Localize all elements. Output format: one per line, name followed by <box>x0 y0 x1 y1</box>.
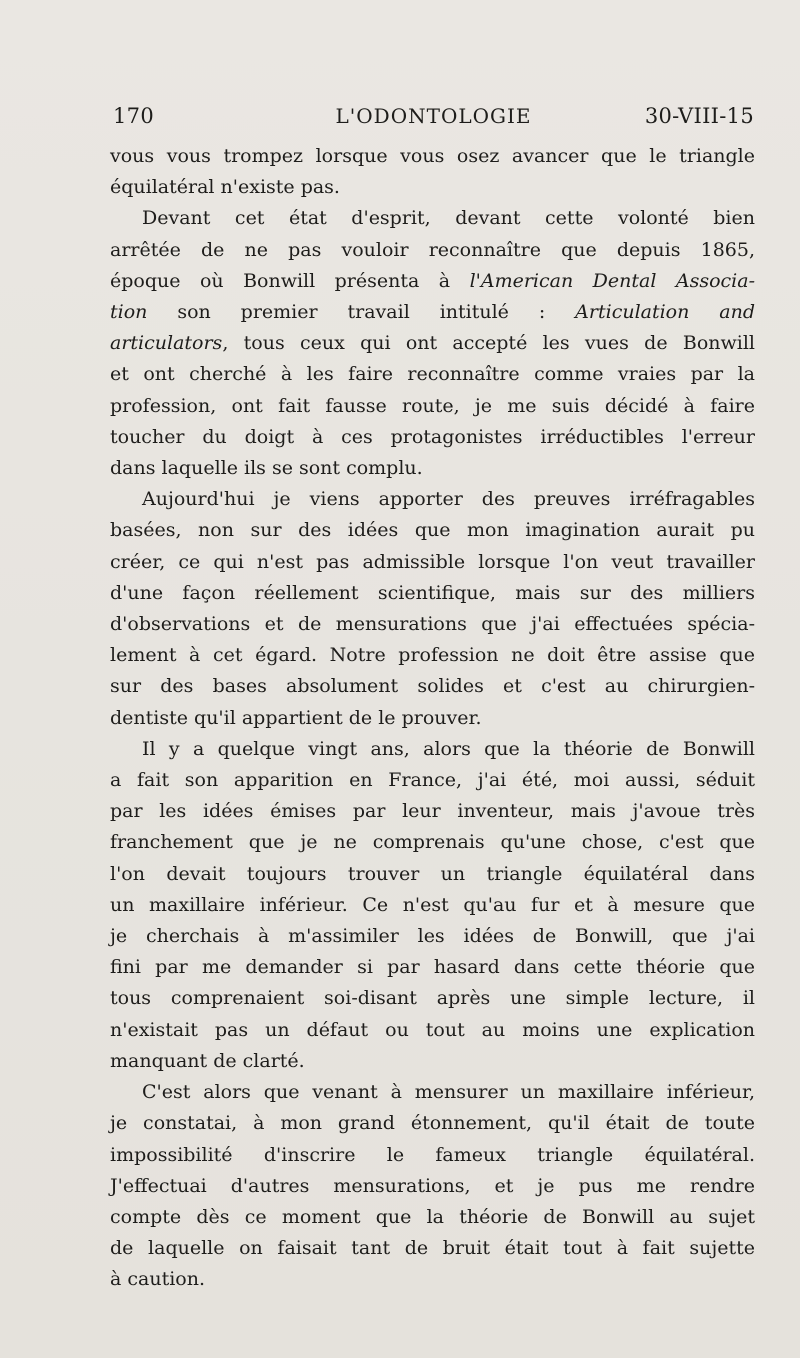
line: , tous ceux qui ont accepté les vues de Bonwill <box>222 332 755 355</box>
journal-name-cont: tion <box>110 301 148 324</box>
running-header <box>113 104 754 134</box>
paragraph-2-line <box>110 422 755 453</box>
issue-date: 30-VIII-15 <box>644 104 754 128</box>
line: toucher du doigt à ces protagonistes irréductibles l'erreur <box>110 425 755 448</box>
line: basées, non sur des idées que mon imagination aurait pu <box>110 519 755 542</box>
paragraph-5-line <box>110 1140 755 1171</box>
paragraph-5-line <box>110 1202 755 1233</box>
line: de laquelle on faisait tant de bruit était tout à fait sujette <box>110 1237 755 1260</box>
paragraph-4 <box>110 734 755 765</box>
line: arrêtée de ne pas vouloir reconnaître que depuis 1865, <box>110 238 755 261</box>
paragraph-3 <box>110 484 755 515</box>
line: tous comprenaient soi-disant après une simple lecture, il <box>110 987 755 1010</box>
line: son premier travail intitulé : <box>177 301 576 324</box>
paragraph-4-line <box>110 1015 755 1046</box>
paragraph-2-line <box>110 266 755 297</box>
paragraph-2-line <box>110 359 755 390</box>
paragraph-2 <box>110 203 755 234</box>
paragraph-4-end <box>110 1046 755 1077</box>
line: à caution. <box>110 1268 205 1291</box>
paragraph-4-line <box>110 796 755 827</box>
paragraph-4-line <box>110 983 755 1014</box>
work-title: Articulation and <box>575 301 756 324</box>
paragraph-3-line <box>110 609 755 640</box>
paragraph-2-line <box>110 328 755 359</box>
paragraph-5-line <box>110 1233 755 1264</box>
paragraph-3-line <box>110 671 755 702</box>
paragraph-3-end <box>110 703 755 734</box>
paragraph-5-end <box>110 1264 755 1295</box>
paragraph-1 <box>110 141 755 172</box>
paragraph-3-line <box>110 547 755 578</box>
line: vous vous trompez lorsque vous osez avancer que le triangle <box>110 145 755 167</box>
line: C'est alors que venant à mensurer un maxillaire inférieur, <box>142 1081 755 1104</box>
paragraph-3-line <box>110 578 755 609</box>
line: a fait son apparition en France, j'ai été, moi aussi, séduit <box>110 769 755 792</box>
paragraph-5 <box>110 1077 755 1108</box>
line: d'observations et de mensurations que j'ai effectuées spécia- <box>110 613 755 636</box>
line: n'existait pas un défaut ou tout au moins une explication <box>110 1018 755 1041</box>
work-title-cont: articulators <box>110 332 223 355</box>
line: un maxillaire inférieur. Ce n'est qu'au fur et à mesure que <box>110 893 755 916</box>
line: je cherchais à m'assimiler les idées de Bonwill, que j'ai <box>110 925 755 948</box>
line: Aujourd'hui je viens apporter des preuves irréfragables <box>142 488 755 511</box>
paragraph-4-line <box>110 952 755 983</box>
paragraph-4-line <box>110 921 755 952</box>
line: dentiste qu'il appartient de le prouver. <box>110 706 482 729</box>
paragraph-2-line <box>110 297 755 328</box>
line: d'une façon réellement scientifique, mais sur des milliers <box>110 581 755 604</box>
paragraph-3-line <box>110 515 755 546</box>
line: par les idées émises par leur inventeur, mais j'avoue très <box>110 800 755 823</box>
line: je constatai, à mon grand étonnement, qu'il était de toute <box>110 1112 755 1135</box>
paragraph-1-end <box>110 172 755 203</box>
paragraph-3-line <box>110 640 755 671</box>
paragraph-2-end <box>110 453 755 484</box>
line: dans laquelle ils se sont complu. <box>110 457 423 480</box>
line: impossibilité d'inscrire le fameux triangle équilatéral. <box>110 1143 755 1166</box>
line: Il y a quelque vingt ans, alors que la théorie de Bonwill <box>142 737 755 760</box>
paragraph-5-line <box>110 1171 755 1202</box>
paragraph-4-line <box>110 859 755 890</box>
line: lement à cet égard. Notre profession ne doit être assise que <box>110 644 755 667</box>
line: équilatéral n'existe pas. <box>110 176 340 199</box>
line: époque où Bonwill présenta à <box>110 269 470 292</box>
line: profession, ont fait fausse route, je me suis décidé à faire <box>110 394 755 417</box>
journal-name: l'American Dental Associa- <box>469 269 755 292</box>
line: manquant de clarté. <box>110 1049 305 1072</box>
line: sur des bases absolument solides et c'est au chirurgien- <box>110 675 755 698</box>
paragraph-4-line <box>110 890 755 921</box>
line: franchement que je ne comprenais qu'une chose, c'est que <box>110 831 755 854</box>
line: l'on devait toujours trouver un triangle équilatéral dans <box>110 862 755 885</box>
line: fini par me demander si par hasard dans cette théorie que <box>110 956 755 979</box>
line: compte dès ce moment que la théorie de Bonwill au sujet <box>110 1205 755 1228</box>
line: J'effectuai d'autres mensurations, et je pus me rendre <box>110 1174 755 1197</box>
paragraph-4-line <box>110 765 755 796</box>
line: Devant cet état d'esprit, devant cette volonté bien <box>142 207 755 230</box>
paragraph-2-line <box>110 235 755 266</box>
line: créer, ce qui n'est pas admissible lorsque l'on veut travailler <box>110 550 755 573</box>
paragraph-5-line <box>110 1108 755 1139</box>
running-title: L'ODONTOLOGIE <box>335 104 532 128</box>
page-number: 170 <box>113 104 154 128</box>
paragraph-4-line <box>110 827 755 858</box>
line: et ont cherché à les faire reconnaître comme vraies par la <box>110 363 755 386</box>
paragraph-2-line <box>110 391 755 422</box>
body-text <box>110 141 755 1296</box>
